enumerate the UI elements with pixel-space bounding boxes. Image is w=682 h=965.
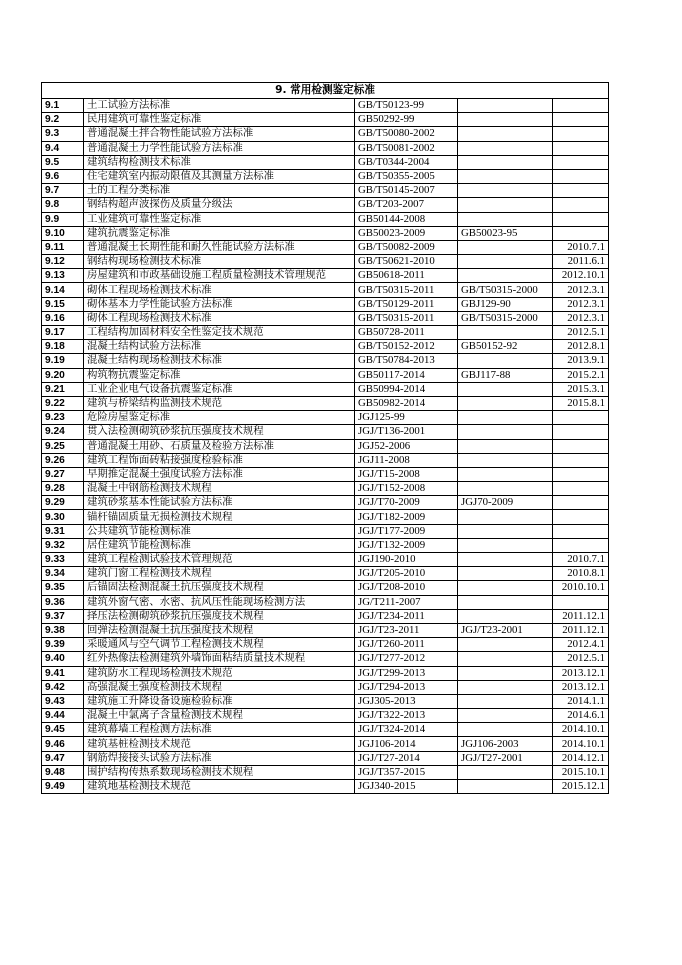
standard-code: GB/T50082-2009 [355, 240, 458, 254]
table-row [42, 453, 609, 467]
standard-code: GB50994-2014 [355, 382, 458, 396]
table-row [42, 212, 609, 226]
standard-name: 红外热像法检测建筑外墙饰面粘结质量技术规程 [84, 652, 355, 666]
item-number: 9.14 [42, 283, 84, 297]
standard-code: JGJ/T132-2009 [355, 538, 458, 552]
standard-name: 早期推定混凝土强度试验方法标准 [84, 467, 355, 481]
effective-date: 2012.5.1 [553, 326, 609, 340]
table-row [42, 694, 609, 708]
table-row [42, 269, 609, 283]
standard-code: GB50292-99 [355, 113, 458, 127]
standard-name: 钢筋焊接接头试验方法标准 [84, 751, 355, 765]
item-number: 9.37 [42, 609, 84, 623]
effective-date [553, 141, 609, 155]
replaced-standard [458, 127, 553, 141]
effective-date [553, 411, 609, 425]
table-row [42, 297, 609, 311]
table-row [42, 496, 609, 510]
standard-code: GB/T50621-2010 [355, 255, 458, 269]
item-number: 9.17 [42, 326, 84, 340]
standard-name: 建筑外窗气密、水密、抗风压性能现场检测方法 [84, 595, 355, 609]
table-row [42, 581, 609, 595]
replaced-standard [458, 184, 553, 198]
effective-date: 2012.10.1 [553, 269, 609, 283]
table-row [42, 595, 609, 609]
effective-date: 2010.10.1 [553, 581, 609, 595]
table-row [42, 765, 609, 779]
replaced-standard [458, 141, 553, 155]
replaced-standard [458, 595, 553, 609]
standard-name: 砌体工程现场检测技术标准 [84, 311, 355, 325]
standard-name: 建筑结构检测技术标准 [84, 155, 355, 169]
effective-date [553, 467, 609, 481]
replaced-standard [458, 538, 553, 552]
replaced-standard: GBJ117-88 [458, 368, 553, 382]
item-number: 9.5 [42, 155, 84, 169]
replaced-standard: JGJ106-2003 [458, 737, 553, 751]
table-row [42, 439, 609, 453]
table-row [42, 623, 609, 637]
effective-date [553, 113, 609, 127]
item-number: 9.34 [42, 567, 84, 581]
item-number: 9.25 [42, 439, 84, 453]
item-number: 9.39 [42, 638, 84, 652]
effective-date: 2010.7.1 [553, 553, 609, 567]
standard-name: 建筑施工升降设备设施检验标准 [84, 694, 355, 708]
effective-date [553, 226, 609, 240]
effective-date: 2015.8.1 [553, 396, 609, 410]
standard-name: 建筑幕墙工程检测方法标准 [84, 723, 355, 737]
standard-name: 普通混凝土拌合物性能试验方法标准 [84, 127, 355, 141]
table-row [42, 737, 609, 751]
replaced-standard [458, 723, 553, 737]
standard-name: 混凝土中钢筋检测技术规程 [84, 482, 355, 496]
effective-date: 2012.3.1 [553, 283, 609, 297]
item-number: 9.40 [42, 652, 84, 666]
standard-code: GB/T50315-2011 [355, 311, 458, 325]
item-number: 9.47 [42, 751, 84, 765]
standard-code: JGJ11-2008 [355, 453, 458, 467]
standard-code: JGJ/T182-2009 [355, 510, 458, 524]
standard-name: 建筑砂浆基本性能试验方法标准 [84, 496, 355, 510]
standard-name: 建筑抗震鉴定标准 [84, 226, 355, 240]
table-row [42, 482, 609, 496]
standard-code: GB/T50784-2013 [355, 354, 458, 368]
effective-date: 2012.3.1 [553, 311, 609, 325]
replaced-standard [458, 169, 553, 183]
table-row [42, 354, 609, 368]
item-number: 9.10 [42, 226, 84, 240]
item-number: 9.44 [42, 709, 84, 723]
table-row [42, 609, 609, 623]
effective-date: 2012.3.1 [553, 297, 609, 311]
standard-name: 贯入法检测砌筑砂浆抗压强度技术规程 [84, 425, 355, 439]
standard-code: GB/T50080-2002 [355, 127, 458, 141]
item-number: 9.6 [42, 169, 84, 183]
standard-code: JGJ/T152-2008 [355, 482, 458, 496]
replaced-standard [458, 709, 553, 723]
replaced-standard [458, 765, 553, 779]
item-number: 9.45 [42, 723, 84, 737]
section-title: 9. 常用检测鉴定标准 [42, 83, 609, 99]
standard-name: 公共建筑节能检测标准 [84, 524, 355, 538]
table-row [42, 340, 609, 354]
item-number: 9.38 [42, 623, 84, 637]
item-number: 9.22 [42, 396, 84, 410]
item-number: 9.15 [42, 297, 84, 311]
replaced-standard [458, 609, 553, 623]
table-row [42, 553, 609, 567]
standard-name: 住宅建筑室内振动限值及其测量方法标准 [84, 169, 355, 183]
item-number: 9.26 [42, 453, 84, 467]
item-number: 9.8 [42, 198, 84, 212]
effective-date: 2012.5.1 [553, 652, 609, 666]
standard-name: 采暖通风与空气调节工程检测技术规程 [84, 638, 355, 652]
item-number: 9.32 [42, 538, 84, 552]
item-number: 9.11 [42, 240, 84, 254]
table-row [42, 127, 609, 141]
effective-date [553, 198, 609, 212]
effective-date: 2012.8.1 [553, 340, 609, 354]
standard-code: JGJ/T15-2008 [355, 467, 458, 481]
replaced-standard [458, 439, 553, 453]
table-row [42, 638, 609, 652]
standard-name: 混凝土结构现场检测技术标准 [84, 354, 355, 368]
table-row [42, 567, 609, 581]
item-number: 9.30 [42, 510, 84, 524]
standard-code: GB/T0344-2004 [355, 155, 458, 169]
table-row [42, 240, 609, 254]
table-row [42, 396, 609, 410]
item-number: 9.24 [42, 425, 84, 439]
item-number: 9.42 [42, 680, 84, 694]
standard-code: GB/T50152-2012 [355, 340, 458, 354]
item-number: 9.33 [42, 553, 84, 567]
standard-name: 建筑工程饰面砖粘接强度检验标准 [84, 453, 355, 467]
standard-name: 择压法检测砌筑砂浆抗压强度技术规程 [84, 609, 355, 623]
table-row [42, 652, 609, 666]
standard-name: 回弹法检测混凝土抗压强度技术规程 [84, 623, 355, 637]
replaced-standard [458, 411, 553, 425]
effective-date: 2015.10.1 [553, 765, 609, 779]
standard-code: GB50144-2008 [355, 212, 458, 226]
standard-code: GB50117-2014 [355, 368, 458, 382]
standard-code: JGJ/T70-2009 [355, 496, 458, 510]
item-number: 9.31 [42, 524, 84, 538]
standard-name: 建筑门窗工程检测技术规程 [84, 567, 355, 581]
replaced-standard [458, 553, 553, 567]
standard-name: 钢结构现场检测技术标准 [84, 255, 355, 269]
standard-code: JGJ/T205-2010 [355, 567, 458, 581]
standard-name: 砌体基本力学性能试验方法标准 [84, 297, 355, 311]
standard-name: 高强混凝土强度检测技术规程 [84, 680, 355, 694]
standard-name: 土工试验方法标准 [84, 99, 355, 113]
standard-name: 危险房屋鉴定标准 [84, 411, 355, 425]
standard-name: 混凝土结构试验方法标准 [84, 340, 355, 354]
effective-date [553, 212, 609, 226]
standard-code: JGJ/T299-2013 [355, 666, 458, 680]
effective-date: 2015.3.1 [553, 382, 609, 396]
item-number: 9.41 [42, 666, 84, 680]
standards-sheet [41, 82, 608, 794]
replaced-standard [458, 666, 553, 680]
standard-code: JGJ/T322-2013 [355, 709, 458, 723]
table-row [42, 780, 609, 794]
effective-date [553, 482, 609, 496]
effective-date [553, 184, 609, 198]
replaced-standard [458, 382, 553, 396]
item-number: 9.28 [42, 482, 84, 496]
standard-name: 工业企业电气设备抗震鉴定标准 [84, 382, 355, 396]
standard-code: GB/T50145-2007 [355, 184, 458, 198]
replaced-standard [458, 255, 553, 269]
item-number: 9.49 [42, 780, 84, 794]
table-row [42, 226, 609, 240]
item-number: 9.36 [42, 595, 84, 609]
effective-date [553, 524, 609, 538]
replaced-standard [458, 482, 553, 496]
standard-code: GB/T50123-99 [355, 99, 458, 113]
standard-name: 普通混凝土力学性能试验方法标准 [84, 141, 355, 155]
item-number: 9.4 [42, 141, 84, 155]
effective-date: 2015.12.1 [553, 780, 609, 794]
standard-name: 普通混凝土用砂、石质量及检验方法标准 [84, 439, 355, 453]
effective-date: 2014.10.1 [553, 723, 609, 737]
replaced-standard [458, 198, 553, 212]
item-number: 9.43 [42, 694, 84, 708]
replaced-standard [458, 467, 553, 481]
item-number: 9.3 [42, 127, 84, 141]
replaced-standard [458, 780, 553, 794]
standard-code: GB/T50355-2005 [355, 169, 458, 183]
table-row [42, 311, 609, 325]
effective-date [553, 439, 609, 453]
table-row [42, 411, 609, 425]
replaced-standard [458, 510, 553, 524]
standards-table-body [42, 83, 609, 794]
table-row [42, 382, 609, 396]
replaced-standard: GBJ129-90 [458, 297, 553, 311]
item-number: 9.21 [42, 382, 84, 396]
standard-name: 土的工程分类标准 [84, 184, 355, 198]
item-number: 9.9 [42, 212, 84, 226]
replaced-standard [458, 396, 553, 410]
effective-date: 2014.6.1 [553, 709, 609, 723]
standard-code: JG/T211-2007 [355, 595, 458, 609]
effective-date: 2014.12.1 [553, 751, 609, 765]
standard-name: 建筑地基检测技术规范 [84, 780, 355, 794]
replaced-standard [458, 425, 553, 439]
effective-date: 2011.6.1 [553, 255, 609, 269]
standard-name: 建筑基桩检测技术规范 [84, 737, 355, 751]
standard-name: 建筑与桥梁结构监测技术规范 [84, 396, 355, 410]
standard-code: JGJ/T277-2012 [355, 652, 458, 666]
standard-name: 建筑防水工程现场检测技术规范 [84, 666, 355, 680]
standard-name: 后锚固法检测混凝土抗压强度技术规程 [84, 581, 355, 595]
standard-name: 工业建筑可靠性鉴定标准 [84, 212, 355, 226]
replaced-standard: GB/T50315-2000 [458, 311, 553, 325]
standard-name: 建筑工程检测试验技术管理规范 [84, 553, 355, 567]
standard-name: 普通混凝土长期性能和耐久性能试验方法标准 [84, 240, 355, 254]
standard-code: JGJ/T177-2009 [355, 524, 458, 538]
table-row [42, 198, 609, 212]
effective-date [553, 496, 609, 510]
effective-date: 2010.8.1 [553, 567, 609, 581]
standard-name: 工程结构加固材料安全性鉴定技术规范 [84, 326, 355, 340]
standard-code: JGJ106-2014 [355, 737, 458, 751]
effective-date [553, 453, 609, 467]
effective-date: 2014.10.1 [553, 737, 609, 751]
effective-date [553, 155, 609, 169]
effective-date: 2010.7.1 [553, 240, 609, 254]
standard-code: JGJ305-2013 [355, 694, 458, 708]
effective-date: 2013.12.1 [553, 666, 609, 680]
standard-name: 砌体工程现场检测技术标准 [84, 283, 355, 297]
replaced-standard [458, 638, 553, 652]
standard-code: JGJ/T324-2014 [355, 723, 458, 737]
effective-date: 2013.9.1 [553, 354, 609, 368]
replaced-standard [458, 453, 553, 467]
replaced-standard [458, 240, 553, 254]
standard-code: JGJ/T294-2013 [355, 680, 458, 694]
replaced-standard: JGJ70-2009 [458, 496, 553, 510]
table-row [42, 524, 609, 538]
item-number: 9.27 [42, 467, 84, 481]
standard-code: GB/T50315-2011 [355, 283, 458, 297]
table-row [42, 155, 609, 169]
standard-code: GB50023-2009 [355, 226, 458, 240]
item-number: 9.29 [42, 496, 84, 510]
item-number: 9.2 [42, 113, 84, 127]
table-row [42, 169, 609, 183]
replaced-standard [458, 680, 553, 694]
replaced-standard [458, 269, 553, 283]
item-number: 9.1 [42, 99, 84, 113]
standard-name: 钢结构超声波探伤及质量分级法 [84, 198, 355, 212]
standard-code: GB/T203-2007 [355, 198, 458, 212]
standard-name: 居住建筑节能检测标准 [84, 538, 355, 552]
replaced-standard [458, 581, 553, 595]
replaced-standard [458, 524, 553, 538]
standard-name: 民用建筑可靠性鉴定标准 [84, 113, 355, 127]
standard-code: JGJ/T260-2011 [355, 638, 458, 652]
effective-date: 2011.12.1 [553, 623, 609, 637]
table-row [42, 709, 609, 723]
replaced-standard [458, 212, 553, 226]
standard-code: JGJ/T136-2001 [355, 425, 458, 439]
table-row [42, 723, 609, 737]
standard-code: JGJ/T23-2011 [355, 623, 458, 637]
standard-code: JGJ340-2015 [355, 780, 458, 794]
item-number: 9.18 [42, 340, 84, 354]
standard-code: JGJ/T208-2010 [355, 581, 458, 595]
standard-code: JGJ/T27-2014 [355, 751, 458, 765]
table-row [42, 510, 609, 524]
replaced-standard [458, 326, 553, 340]
standard-code: GB/T50081-2002 [355, 141, 458, 155]
standard-code: JGJ/T357-2015 [355, 765, 458, 779]
item-number: 9.7 [42, 184, 84, 198]
standards-table [41, 82, 609, 794]
item-number: 9.13 [42, 269, 84, 283]
table-row [42, 326, 609, 340]
standard-name: 构筑物抗震鉴定标准 [84, 368, 355, 382]
item-number: 9.46 [42, 737, 84, 751]
replaced-standard [458, 694, 553, 708]
effective-date [553, 538, 609, 552]
table-row [42, 680, 609, 694]
standard-code: JGJ/T234-2011 [355, 609, 458, 623]
table-row [42, 141, 609, 155]
standard-code: JGJ125-99 [355, 411, 458, 425]
table-row [42, 368, 609, 382]
table-row [42, 99, 609, 113]
item-number: 9.12 [42, 255, 84, 269]
effective-date [553, 99, 609, 113]
replaced-standard [458, 652, 553, 666]
table-row [42, 283, 609, 297]
table-row [42, 467, 609, 481]
standard-code: JGJ190-2010 [355, 553, 458, 567]
effective-date [553, 510, 609, 524]
replaced-standard [458, 155, 553, 169]
effective-date [553, 595, 609, 609]
section-title-row [42, 83, 609, 99]
replaced-standard [458, 99, 553, 113]
item-number: 9.35 [42, 581, 84, 595]
item-number: 9.48 [42, 765, 84, 779]
table-row [42, 425, 609, 439]
table-row [42, 538, 609, 552]
effective-date [553, 425, 609, 439]
item-number: 9.20 [42, 368, 84, 382]
effective-date: 2012.4.1 [553, 638, 609, 652]
replaced-standard: GB50023-95 [458, 226, 553, 240]
replaced-standard [458, 113, 553, 127]
standard-code: GB50618-2011 [355, 269, 458, 283]
standard-code: GB/T50129-2011 [355, 297, 458, 311]
effective-date: 2015.2.1 [553, 368, 609, 382]
table-row [42, 751, 609, 765]
effective-date [553, 127, 609, 141]
replaced-standard: JGJ/T27-2001 [458, 751, 553, 765]
standard-name: 锚杆锚固质量无损检测技术规程 [84, 510, 355, 524]
replaced-standard [458, 567, 553, 581]
standard-name: 围护结构传热系数现场检测技术规程 [84, 765, 355, 779]
item-number: 9.23 [42, 411, 84, 425]
item-number: 9.19 [42, 354, 84, 368]
table-row [42, 255, 609, 269]
standard-name: 混凝土中氯离子含量检测技术规程 [84, 709, 355, 723]
effective-date [553, 169, 609, 183]
standard-code: JGJ52-2006 [355, 439, 458, 453]
standard-name: 房屋建筑和市政基础设施工程质量检测技术管理规范 [84, 269, 355, 283]
replaced-standard [458, 354, 553, 368]
standard-code: GB50982-2014 [355, 396, 458, 410]
table-row [42, 184, 609, 198]
table-row [42, 113, 609, 127]
effective-date: 2013.12.1 [553, 680, 609, 694]
effective-date: 2011.12.1 [553, 609, 609, 623]
replaced-standard: JGJ/T23-2001 [458, 623, 553, 637]
standard-code: GB50728-2011 [355, 326, 458, 340]
effective-date: 2014.1.1 [553, 694, 609, 708]
table-row [42, 666, 609, 680]
replaced-standard: GB/T50315-2000 [458, 283, 553, 297]
item-number: 9.16 [42, 311, 84, 325]
replaced-standard: GB50152-92 [458, 340, 553, 354]
